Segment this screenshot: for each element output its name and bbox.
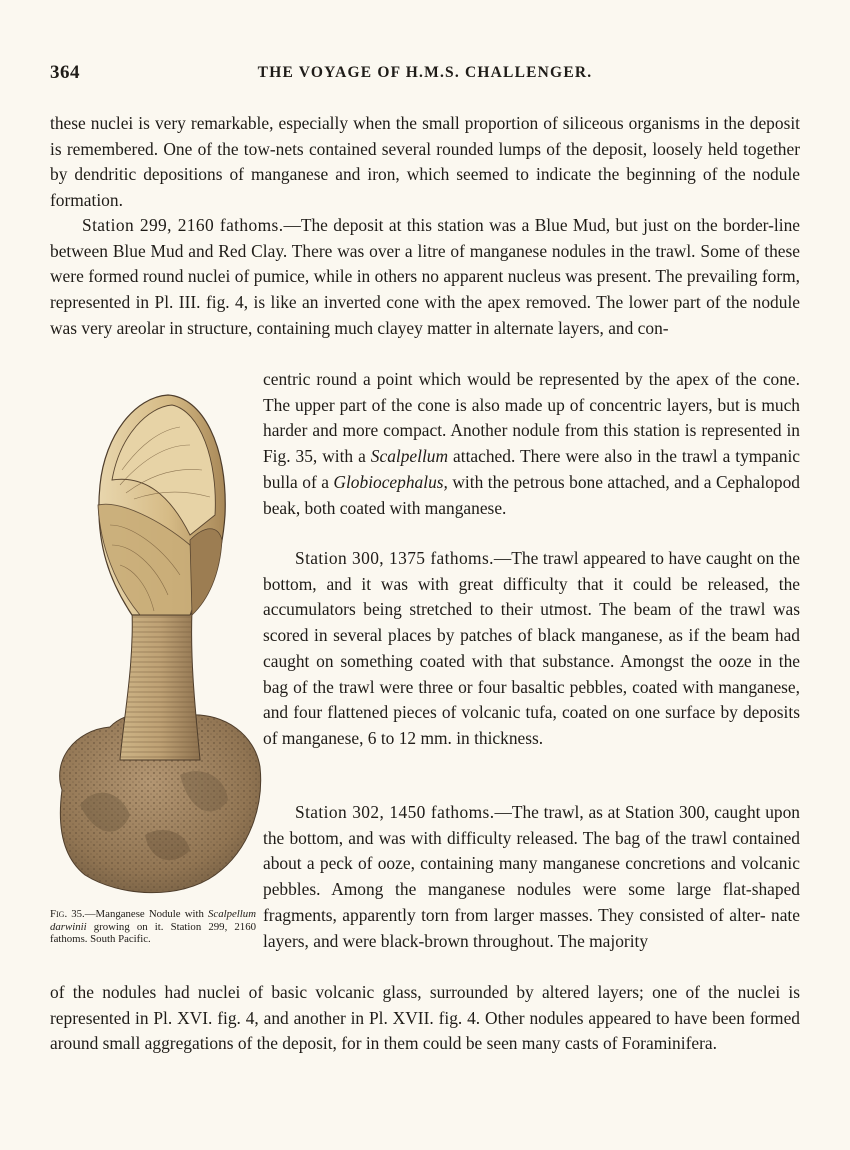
station-302-heading: Station 302, 1450 fathoms. <box>295 802 495 822</box>
figure-35-caption <box>50 908 256 946</box>
page-number: 364 <box>50 62 80 83</box>
scalpellum-capitulum <box>98 395 225 615</box>
station-299-text-right-a: centric round a point which would be represented by the apex of the cone. The upper part of the cone is also made up of concentric layers, but is much harder and more compact. Another nodule from this station is represented in Fig. 35, with a <box>263 369 800 467</box>
paragraph-1-text: these nuclei is very remarkable, especially when the small proportion of siliceous organisms in the deposit is remembered. One of the tow-nets contained several rounded lumps of the deposit, loosely held together by dendritic depositions of manganese and iron, which seemed to indicate the beginning of the nodule formation. <box>50 113 800 211</box>
page-header <box>50 62 800 90</box>
station-302-text-bottom: of the nodules had nuclei of basic volcanic glass, surrounded by altered layers; one of the nuclei is represented in Pl. XVI. fig. 4, and another in Pl. XVII. fig. 4. Other nodules appeared to have been formed around small aggregations of the deposit, for in them could be seen many casts of Foraminifera. <box>50 982 800 1054</box>
station-299-text-right-c: with the petrous bone attached, and a Cephalopod beak, both coated with manganese. <box>263 471 800 518</box>
paragraph-station-299-top <box>50 213 800 342</box>
paragraph-station-302-right <box>263 800 800 954</box>
caption-text-a: —Manganese Nodule with <box>84 908 209 920</box>
paragraph-station-302-bottom <box>50 980 800 1057</box>
scalpellum-italic: Scalpellum <box>370 446 449 467</box>
globiocephalus-italic: Globiocephalus, <box>333 471 448 492</box>
figure-35-illustration <box>50 375 262 910</box>
paragraph-continued <box>50 111 800 214</box>
station-302-text-right: —The trawl, as at Station 300, caught upon the bottom, and was with difficulty released. The bag of the trawl contained about a peck of ooze, containing many manganese concretions and volcanic pebbles. Among the manganese nodules were some large flat-shaped fragments, apparently torn from larger masses. They consisted of alter- nate layers, and were black-brown throughout. The majority <box>263 802 800 951</box>
paragraph-station-299-right <box>263 367 800 521</box>
manganese-nodule-drawing <box>50 375 262 910</box>
station-299-text-right-b: attached. There were also in the trawl a tympanic bulla of a <box>263 446 800 492</box>
caption-species-italic: Scalpellum darwinii <box>50 908 256 933</box>
running-title: THE VOYAGE OF H.M.S. CHALLENGER. <box>257 64 593 81</box>
caption-text-b: growing on it. Station 299, 2160 fathoms. South Pacific. <box>50 920 256 946</box>
figure-label: Fig. 35. <box>50 908 85 920</box>
station-300-heading: Station 300, 1375 fathoms. <box>295 548 494 568</box>
station-300-text: —The trawl appeared to have caught on the bottom, and it was with great difficulty that it could be released, the accumulators being stretched to their utmost. The beam of the trawl was scored in several places by patches of black manganese, as if the beam had caught on something coated with that substance. Amongst the ooze in the bag of the trawl were three or four basaltic pebbles, coated with manganese, and four flattened pieces of volcanic tufa, coated on one surface by deposits of manganese, 6 to 12 mm. in thickness. <box>263 548 800 748</box>
station-299-heading: Station 299, 2160 fathoms. <box>82 215 284 235</box>
scalpellum-peduncle <box>120 610 200 760</box>
paragraph-station-300 <box>263 546 800 752</box>
station-299-text-top: —The deposit at this station was a Blue Mud, but just on the border-line between Blue Mud and Red Clay. There was over a litre of manganese nodules in the trawl. Some of these were formed round nuclei of pumice, while in others no apparent nucleus was present. The prevailing form, represented in Pl. III. fig. 4, is like an inverted cone with the apex removed. The lower part of the nodule was very areolar in structure, containing much clayey matter in alternate layers, and con- <box>50 215 800 338</box>
